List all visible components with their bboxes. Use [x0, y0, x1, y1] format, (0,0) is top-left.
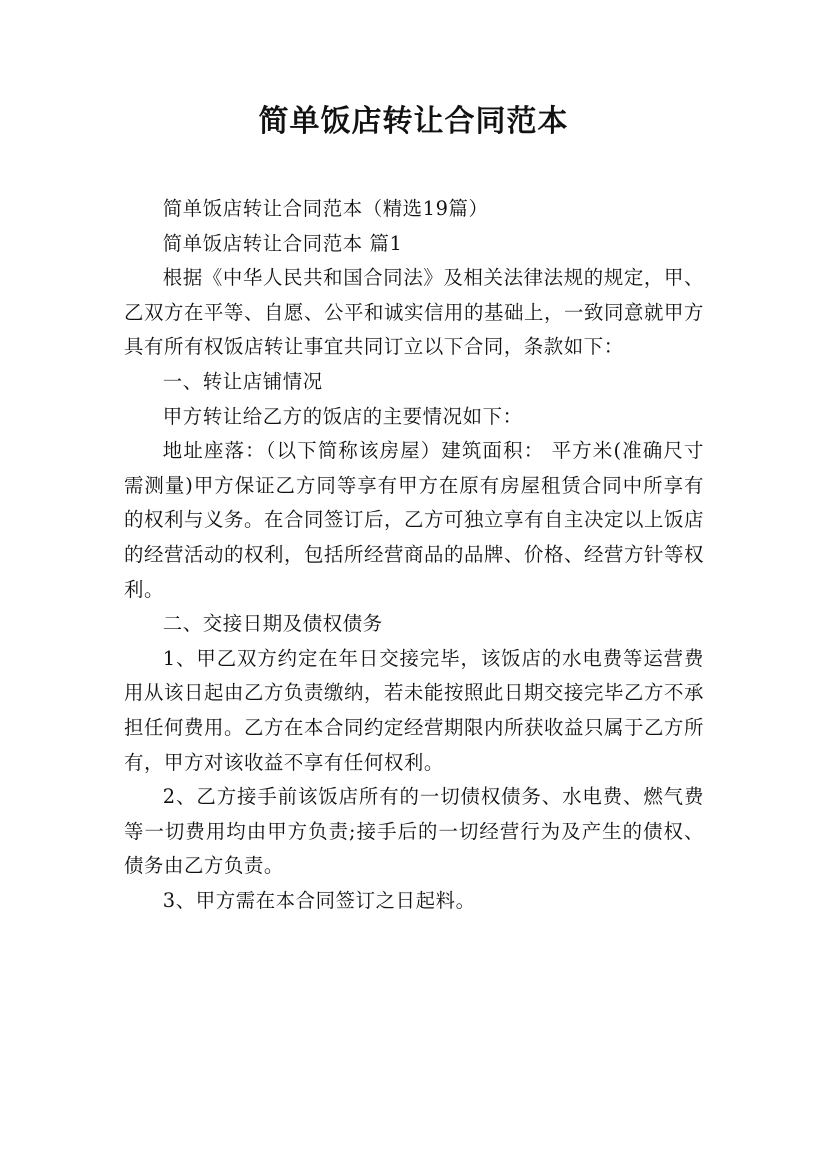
clause-2: 2、乙方接手前该饭店所有的一切债权债务、水电费、燃气费等一切费用均由甲方负责;接手后的一切经营行为及产生的债权、债务由乙方负责。	[124, 785, 704, 878]
paragraph-transfer-intro: 甲方转让给乙方的饭店的主要情况如下：	[162, 404, 523, 428]
paragraph-article-heading: 简单饭店转让合同范本 篇1	[162, 231, 403, 255]
clause-3: 3、甲方需在本合同签订之日起料。	[162, 888, 476, 912]
paragraph-collection-title: 简单饭店转让合同范本（精选19篇）	[162, 197, 489, 220]
section-heading-handover: 二、交接日期及债权债务	[162, 612, 383, 636]
paragraph-preamble: 根据《中华人民共和国合同法》及相关法律法规的规定，甲、乙双方在平等、自愿、公平和诚实信用的基础上，一致同意就甲方具有所有权饭店转让事宜共同订立以下合同，条款如下：	[124, 266, 704, 359]
document-title: 简单饭店转让合同范本	[258, 104, 569, 139]
document-body	[124, 192, 704, 918]
section-heading-transfer-info: 一、转让店铺情况	[162, 369, 323, 393]
clause-1: 1、甲乙双方约定在年日交接完毕，该饭店的水电费等运营费用从该日起由乙方负责缴纳，若未能按照此日期交接完毕乙方不承担任何费用。乙方在本合同约定经营期限内所获收益只属于乙方所有，甲方对该收益不享有任何权利。	[124, 646, 704, 774]
paragraph-address-area: 地址座落：（以下简称该房屋）建筑面积： 平方米(准确尺寸需测量)甲方保证乙方同等享有甲方在原有房屋租赁合同中所享有的权利与义务。在合同签订后，乙方可独立享有自主决定以上饭店的经营活动的权利，包括所经营商品的品牌、价格、经营方针等权利。	[124, 439, 704, 601]
